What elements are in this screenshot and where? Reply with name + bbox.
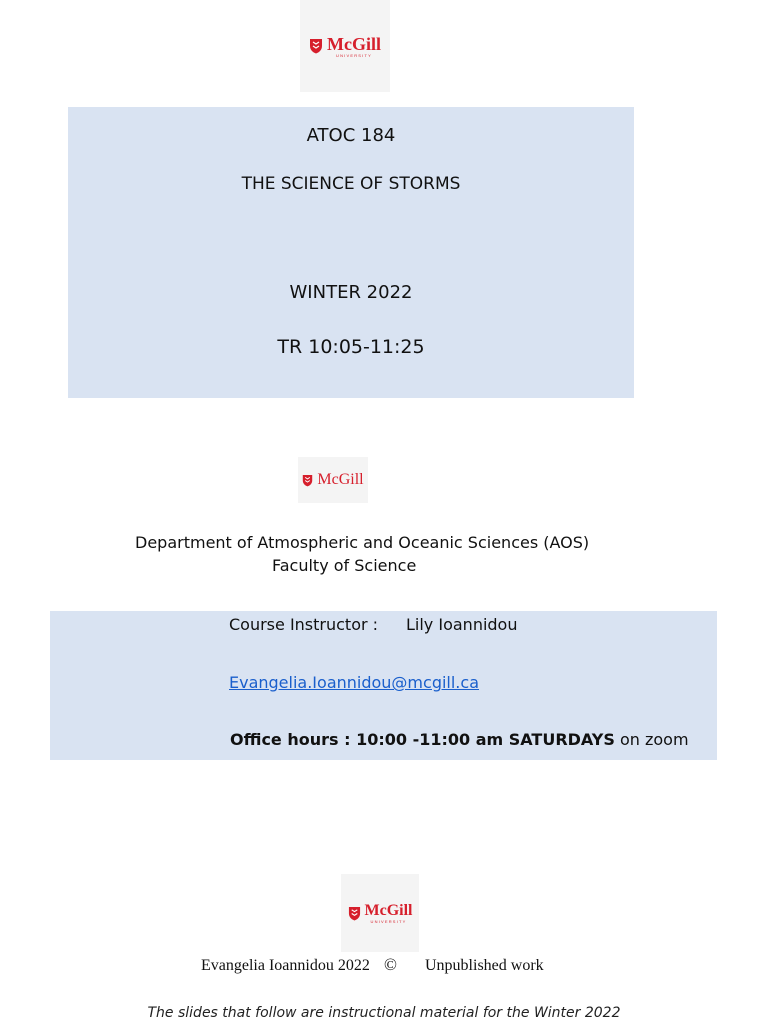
course-schedule: TR 10:05-11:25 — [277, 336, 425, 358]
logo-subtext: UNIVERSITY — [335, 52, 372, 58]
mcgill-logo-top — [300, 0, 390, 92]
footer-status: Unpublished work — [425, 957, 544, 974]
department-name: Department of Atmospheric and Oceanic Sciences (AOS) — [135, 533, 590, 552]
instructor-name: Lily Ioannidou — [406, 615, 518, 634]
course-term: WINTER 2022 — [289, 282, 413, 303]
logo-subtext: UNIVERSITY — [370, 918, 407, 924]
instructor-label: Course Instructor : — [229, 615, 379, 634]
office-hours-location: on zoom — [614, 730, 689, 749]
footer-note: The slides that follow are instructional material for the Winter 2022 — [147, 1005, 621, 1021]
course-title-box — [68, 107, 634, 398]
footer-author: Evangelia Ioannidou 2022 — [201, 957, 370, 974]
logo-wordmark: McGill — [317, 471, 364, 488]
copyright-symbol: © — [384, 955, 397, 974]
faculty-name: Faculty of Science — [272, 556, 417, 575]
instructor-email-link[interactable]: Evangelia.Ioannidou@mcgill.ca — [229, 673, 479, 692]
mcgill-shield-icon — [302, 474, 313, 487]
mcgill-logo-bottom — [341, 874, 419, 952]
logo-wordmark: McGill — [327, 33, 381, 54]
logo-wordmark: McGill — [364, 901, 413, 919]
office-hours-time: Office hours : 10:00 -11:00 am SATURDAYS — [230, 730, 615, 749]
instructor-info-box — [50, 611, 717, 760]
course-name: THE SCIENCE OF STORMS — [241, 174, 461, 194]
mcgill-shield-icon — [348, 906, 361, 921]
mcgill-logo-middle — [298, 457, 368, 503]
course-code: ATOC 184 — [306, 125, 396, 146]
mcgill-shield-icon — [309, 38, 323, 54]
office-hours — [230, 730, 689, 749]
